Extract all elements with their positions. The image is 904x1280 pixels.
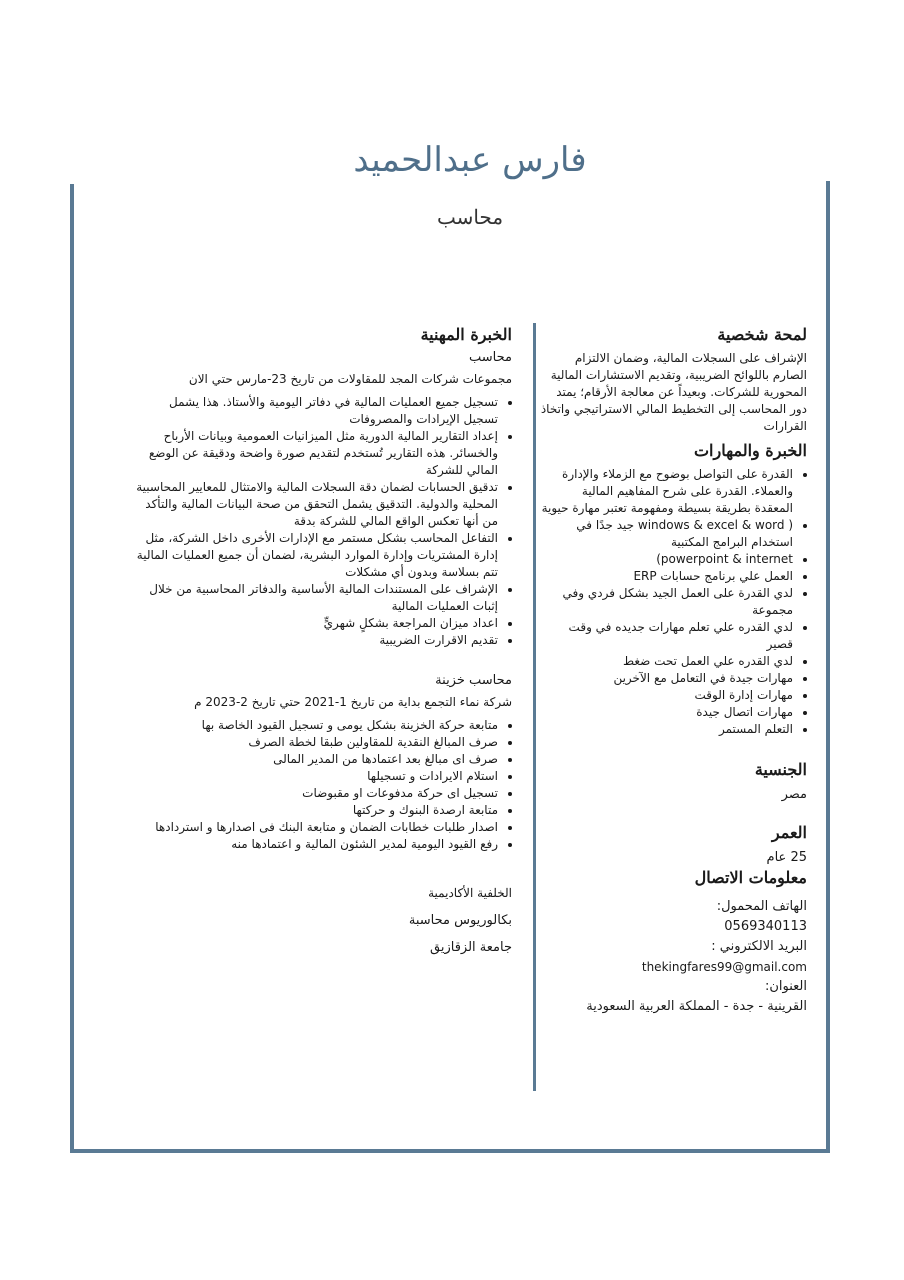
skills-heading: الخبرة والمهارات [693, 441, 807, 460]
list-item: • تسجيل جميع العمليات المالية في دفاتر اليومية والأستاذ. هذا يشمل تسجيل الإيرادات والمصروفات [136, 394, 498, 428]
list-item: • اصدار طلبات خطابات الضمان و متابعة البنك فى اصدارها و استردادها [136, 819, 498, 836]
list-item: • تقديم الاقرارت الضريبية [136, 632, 498, 649]
skills-list [540, 466, 807, 738]
job-2-company: شركة نماء التجمع بداية من تاريخ 1-2021 حتي تاريخ 2-2023 م [194, 695, 512, 709]
profile-heading: لمحة شخصية [717, 325, 807, 344]
list-item: • تدقيق الحسابات لضمان دقة السجلات المالية والامتثال للمعايير المحاسبية المحلية والدولية. التدقيق يشمل التحقق من صحة البيانات المالية والتأكد من أنها تعكس الواقع المالي للشركة بدقة [136, 479, 498, 530]
job-2-duties [136, 717, 512, 853]
list-item: • لدي القدره علي تعلم مهارات جديده في وقت قصير [540, 619, 793, 653]
list-item: • مهارات اتصال جيدة [540, 704, 793, 721]
email-label: البريد الالكتروني : [711, 939, 807, 954]
job-2-title: محاسب خزينة [435, 673, 512, 688]
education-university: جامعة الزقازيق [430, 940, 512, 955]
list-item: • رفع القيود اليومية لمدير الشئون المالية و اعتمادها منه [136, 836, 498, 853]
list-item: • التفاعل المحاسب بشكل مستمر مع الإدارات الأخرى داخل الشركة، مثل إدارة المشتريات وإدارة الموارد البشرية، لضمان أن جميع العمليات المالية تتم بسلاسة وبدون أي مشكلات [136, 530, 498, 581]
list-item: • التعلم المستمر [540, 721, 793, 738]
list-item: • صرف اى مبالغ بعد اعتمادها من المدير المالى [136, 751, 498, 768]
nationality-heading: الجنسية [754, 760, 807, 779]
job-title: محاسب [436, 205, 504, 229]
address-value: القرينية - جدة - المملكة العربية السعودية [586, 999, 807, 1014]
job-1-duties [136, 394, 512, 649]
list-item: • الإشراف على المستندات المالية الأساسية والدفاتر المحاسبية من خلال إثبات العمليات المالية [136, 581, 498, 615]
job-1-title: محاسب [469, 350, 512, 365]
phone-value: 0569340113 [724, 919, 807, 934]
email-value: thekingfares99@gmail.com [641, 960, 807, 974]
list-item: • لدي القدرة على العمل الجيد بشكل فردي وفي مجموعة [540, 585, 793, 619]
list-item: • العمل علي برنامج حسابات ERP [540, 568, 793, 585]
age-heading: العمر [771, 823, 807, 842]
job-1-company: مجموعات شركات المجد للمقاولات من تاريخ 23-مارس حتي الان [188, 372, 512, 386]
list-item: • صرف المبالغ النقدية للمقاولين طبقا لخطة الصرف [136, 734, 498, 751]
list-item: • لدي القدره علي العمل تحت ضغط [540, 653, 793, 670]
column-divider [533, 323, 536, 1091]
education-degree: بكالوريوس محاسبة [408, 913, 512, 928]
address-label: العنوان: [764, 979, 807, 994]
person-name: فارس عبدالحميد [353, 140, 587, 180]
list-item: • متابعة ارصدة البنوك و حركتها [136, 802, 498, 819]
phone-label: الهاتف المحمول: [716, 899, 807, 914]
list-item: • تسجيل اى حركة مدفوعات او مقبوضات [136, 785, 498, 802]
experience-heading: الخبرة المهنية [420, 325, 512, 344]
right-column [540, 325, 807, 1017]
list-item: • powerpoint & internet) [540, 551, 793, 568]
list-item: • استلام الايرادات و تسجيلها [136, 768, 498, 785]
list-item: • ( windows & excel & word جيد جدًا في استخدام البرامج المكتبية [540, 517, 793, 551]
list-item: • اعداد ميزان المراجعة بشكلٍ شهريٍّ [136, 615, 498, 632]
profile-text: الإشراف على السجلات المالية، وضمان الالتزام الصارم باللوائح الضريبية، وتقديم الاستشارات المالية المحورية للشركات. وبعيداً عن معالجة الأرقام؛ يمتد دور المحاسب إلى التخطيط المالي الاستراتيجي واتخاذ القرارات [540, 351, 807, 433]
list-item: • مهارات جيدة في التعامل مع الآخرين [540, 670, 793, 687]
list-item: • القدرة على التواصل بوضوح مع الزملاء والإدارة والعملاء. القدرة على شرح المفاهيم المالية المعقدة بطريقة بسيطة ومفهومة تعتبر مهارة حيوية [540, 466, 793, 517]
nationality-value: مصر [781, 787, 807, 802]
education-heading: الخلفية الأكاديمية [428, 886, 512, 900]
left-column [136, 325, 512, 962]
age-value: 25 عام [766, 850, 807, 865]
contact-heading: معلومات الاتصال [694, 868, 807, 887]
frame-gap [70, 181, 316, 184]
list-item: • مهارات إدارة الوقت [540, 687, 793, 704]
list-item: • متابعة حركة الخزينة بشكل يومى و تسجيل القيود الخاصة بها [136, 717, 498, 734]
list-item: • إعداد التقارير المالية الدورية مثل الميزانيات العمومية وبيانات الأرباح والخسائر. هذه التقارير تُستخدم لتقديم صورة واضحة ودقيقة عن الوضع المالي للشركة [136, 428, 498, 479]
